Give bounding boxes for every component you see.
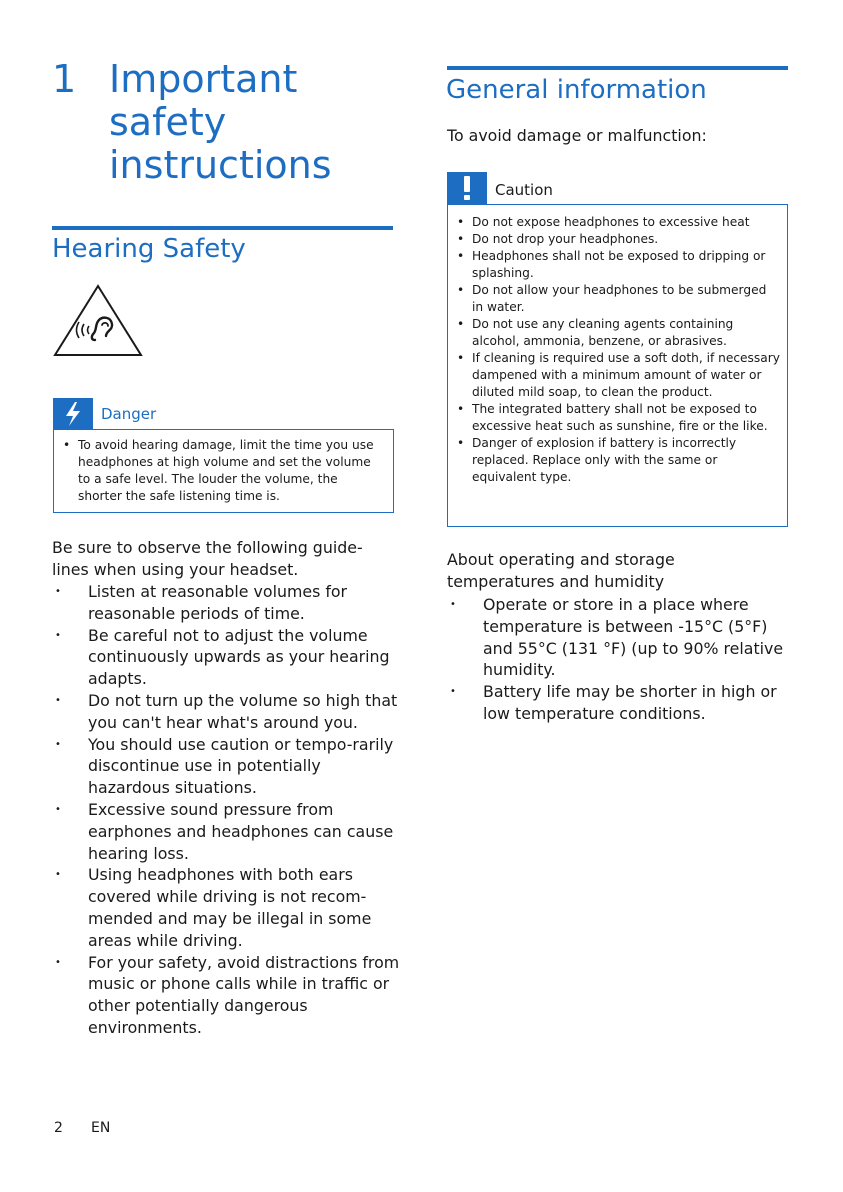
danger-box: [53, 429, 394, 513]
lightning-bolt-icon: [53, 398, 93, 430]
danger-list: [61, 437, 385, 505]
right-section-rule: [447, 66, 788, 70]
guideline-item: • Do not turn up the volume so high that you can't hear what's around you.: [52, 690, 402, 734]
left-section-rule: [52, 226, 393, 230]
danger-item: • To avoid hearing damage, limit the time you use headphones at high volume and set the volume to a safe level. The louder the volume, the shorter the safe listening time is.: [61, 437, 385, 505]
general-information-intro: To avoid damage or malfunction:: [447, 126, 707, 145]
caution-item: • The integrated battery shall not be exposed to excessive heat such as sunshine, fire or the like.: [455, 401, 781, 435]
caution-item: • If cleaning is required use a soft doth, if necessary dampened with a minimum amount of water or diluted mild soap, to clean the product.: [455, 350, 781, 401]
guideline-item: • Using headphones with both ears covered while driving is not recom-mended and may be illegal in some areas while driving.: [52, 864, 402, 951]
danger-label: Danger: [101, 405, 157, 423]
guideline-item: • For your safety, avoid distractions from music or phone calls while in traffic or other potentially dangerous environments.: [52, 952, 402, 1039]
caution-list: [455, 214, 781, 486]
caution-box: [447, 204, 788, 527]
general-information-heading: General information: [446, 75, 707, 105]
guidelines-intro: Be sure to observe the following guide-lines when using your headset.: [52, 538, 363, 579]
guideline-item: • You should use caution or tempo-rarily discontinue use in potentially hazardous situations.: [52, 734, 402, 799]
guideline-item: • Excessive sound pressure from earphones and headphones can cause hearing loss.: [52, 799, 402, 864]
page-number: 2: [54, 1120, 63, 1136]
guideline-item: • Listen at reasonable volumes for reasonable periods of time.: [52, 581, 402, 625]
guideline-item: • Be careful not to adjust the volume continuously upwards as your hearing adapts.: [52, 625, 402, 690]
storage-item: • Battery life may be shorter in high or low temperature conditions.: [447, 681, 792, 725]
danger-flag: [53, 398, 93, 430]
hearing-warning-icon: [51, 282, 145, 358]
caution-item: • Do not allow your headphones to be submerged in water.: [455, 282, 781, 316]
caution-item: • Headphones shall not be exposed to dripping or splashing.: [455, 248, 781, 282]
chapter-number: 1: [52, 57, 77, 101]
chapter-title-text: Important safety instructions: [109, 57, 332, 187]
storage-item: • Operate or store in a place where temperature is between -15°C (5°F) and 55°C (131 °F) (up to 90% relative humidity.: [447, 594, 792, 681]
guidelines-list: [52, 581, 402, 1039]
caution-item: • Do not expose headphones to excessive heat: [455, 214, 781, 231]
caution-item: • Do not drop your headphones.: [455, 231, 781, 248]
caution-item: • Danger of explosion if battery is incorrectly replaced. Replace only with the same or equivalent type.: [455, 435, 781, 486]
exclamation-icon: [447, 172, 487, 204]
language-code: EN: [91, 1120, 111, 1136]
storage-list: [447, 594, 792, 725]
hearing-safety-heading: Hearing Safety: [52, 234, 246, 264]
caution-flag: [447, 172, 487, 204]
caution-label: Caution: [495, 181, 553, 199]
caution-item: • Do not use any cleaning agents containing alcohol, ammonia, benzene, or abrasives.: [455, 316, 781, 350]
storage-heading: About operating and storage temperatures and humidity: [447, 550, 675, 591]
